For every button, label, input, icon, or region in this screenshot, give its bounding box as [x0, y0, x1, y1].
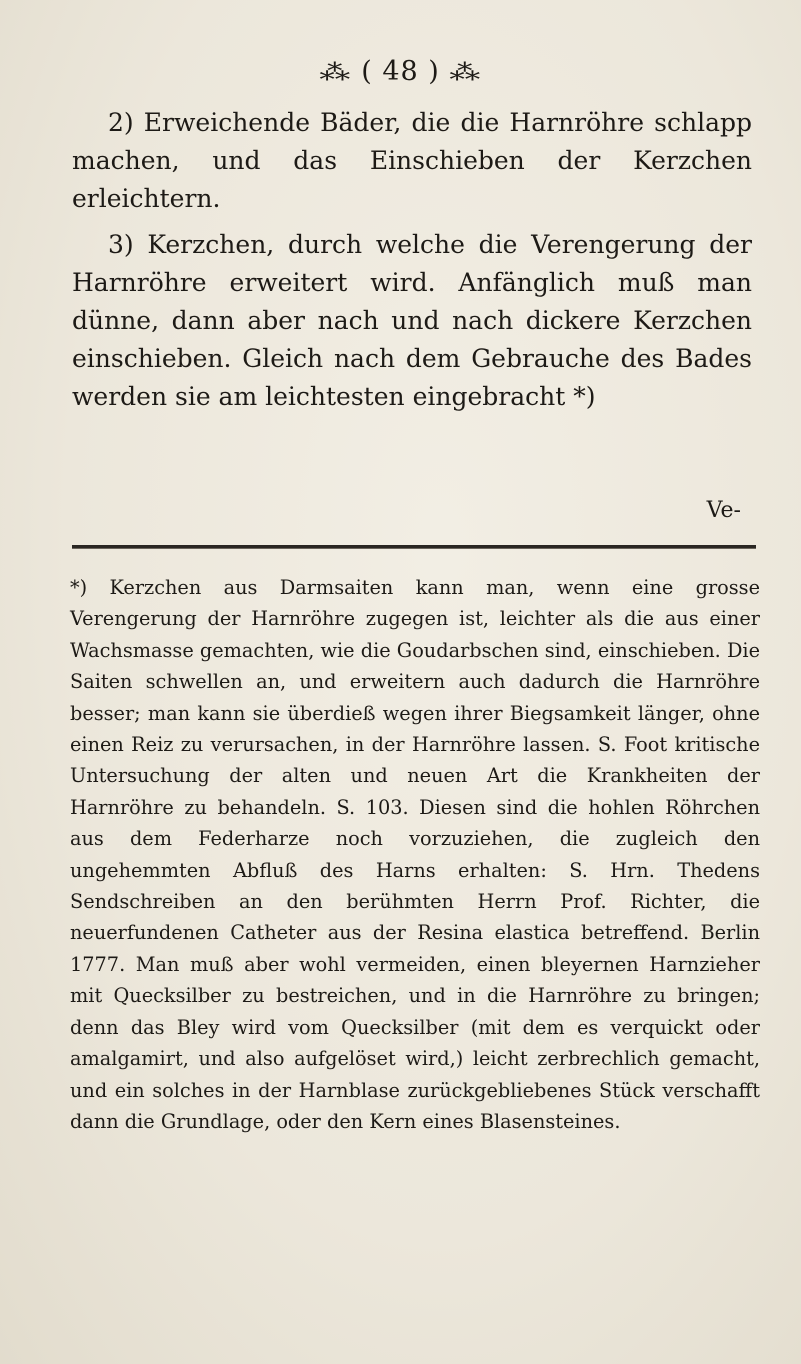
page-header	[0, 56, 801, 87]
ornament-right-icon: ⁂	[449, 61, 482, 86]
catchword: Ve-	[706, 498, 741, 523]
ornament-left-icon: ⁂	[319, 61, 352, 86]
paragraph-item-2: 2) Erweichende Bäder, die die Harnröhre schlapp machen, und das Einschieben der Kerzchen erleichtern.	[72, 108, 752, 213]
footnote-text: *) Kerzchen aus Darmsaiten kann man, wenn eine grosse Verengerung der Harnröhre zugegen ist, leichter als die aus einer Wachsmasse gemachten, wie die Goudarbschen sind, einschieben. Die Saiten schwellen an, und erweitern auch dadurch die Harnröhre besser; man kann sie überdieß wegen ihrer Biegsamkeit länger, ohne einen Reiz zu verursachen, in der Harnröhre lassen. S. Foot kritische Untersuchung der alten und neuen Art die Krankheiten der Harnröhre zu behandeln. S. 103. Diesen sind die hohlen Röhrchen aus dem Federharze noch vorzuziehen, die zugleich den ungehemmten Abfluß des Harns erhalten: S. Hrn. Thedens Sendschreiben an den berühmten Herrn Prof. Richter, die neuerfundenen Catheter aus der Resina elastica betreffend. Berlin 1777. Man muß aber wohl vermeiden, einen bleyernen Harnzieher mit Quecksilber zu bestreichen, und in die Harnröhre zu bringen; denn das Bley wird vom Quecksilber (mit dem es verquickt oder amalgamirt, und also aufgelöset wird,) leicht zerbrechlich gemacht, und ein solches in der Harnblase zurückgebliebenes Stück verschafft dann die Grundlage, oder den Kern eines Blasensteines.	[70, 576, 760, 1133]
page-number: ( 48 )	[361, 56, 440, 87]
footnote	[70, 572, 760, 1137]
footnote-divider	[72, 545, 756, 549]
main-text	[72, 104, 752, 416]
paragraph-item-3: 3) Kerzchen, durch welche die Verengerung der Harnröhre erweitert wird. Anfänglich muß man dünne, dann aber nach und nach dickere Kerzchen einschieben. Gleich nach dem Gebrauche des Bades werden sie am leichtesten eingebracht *)	[72, 230, 752, 411]
